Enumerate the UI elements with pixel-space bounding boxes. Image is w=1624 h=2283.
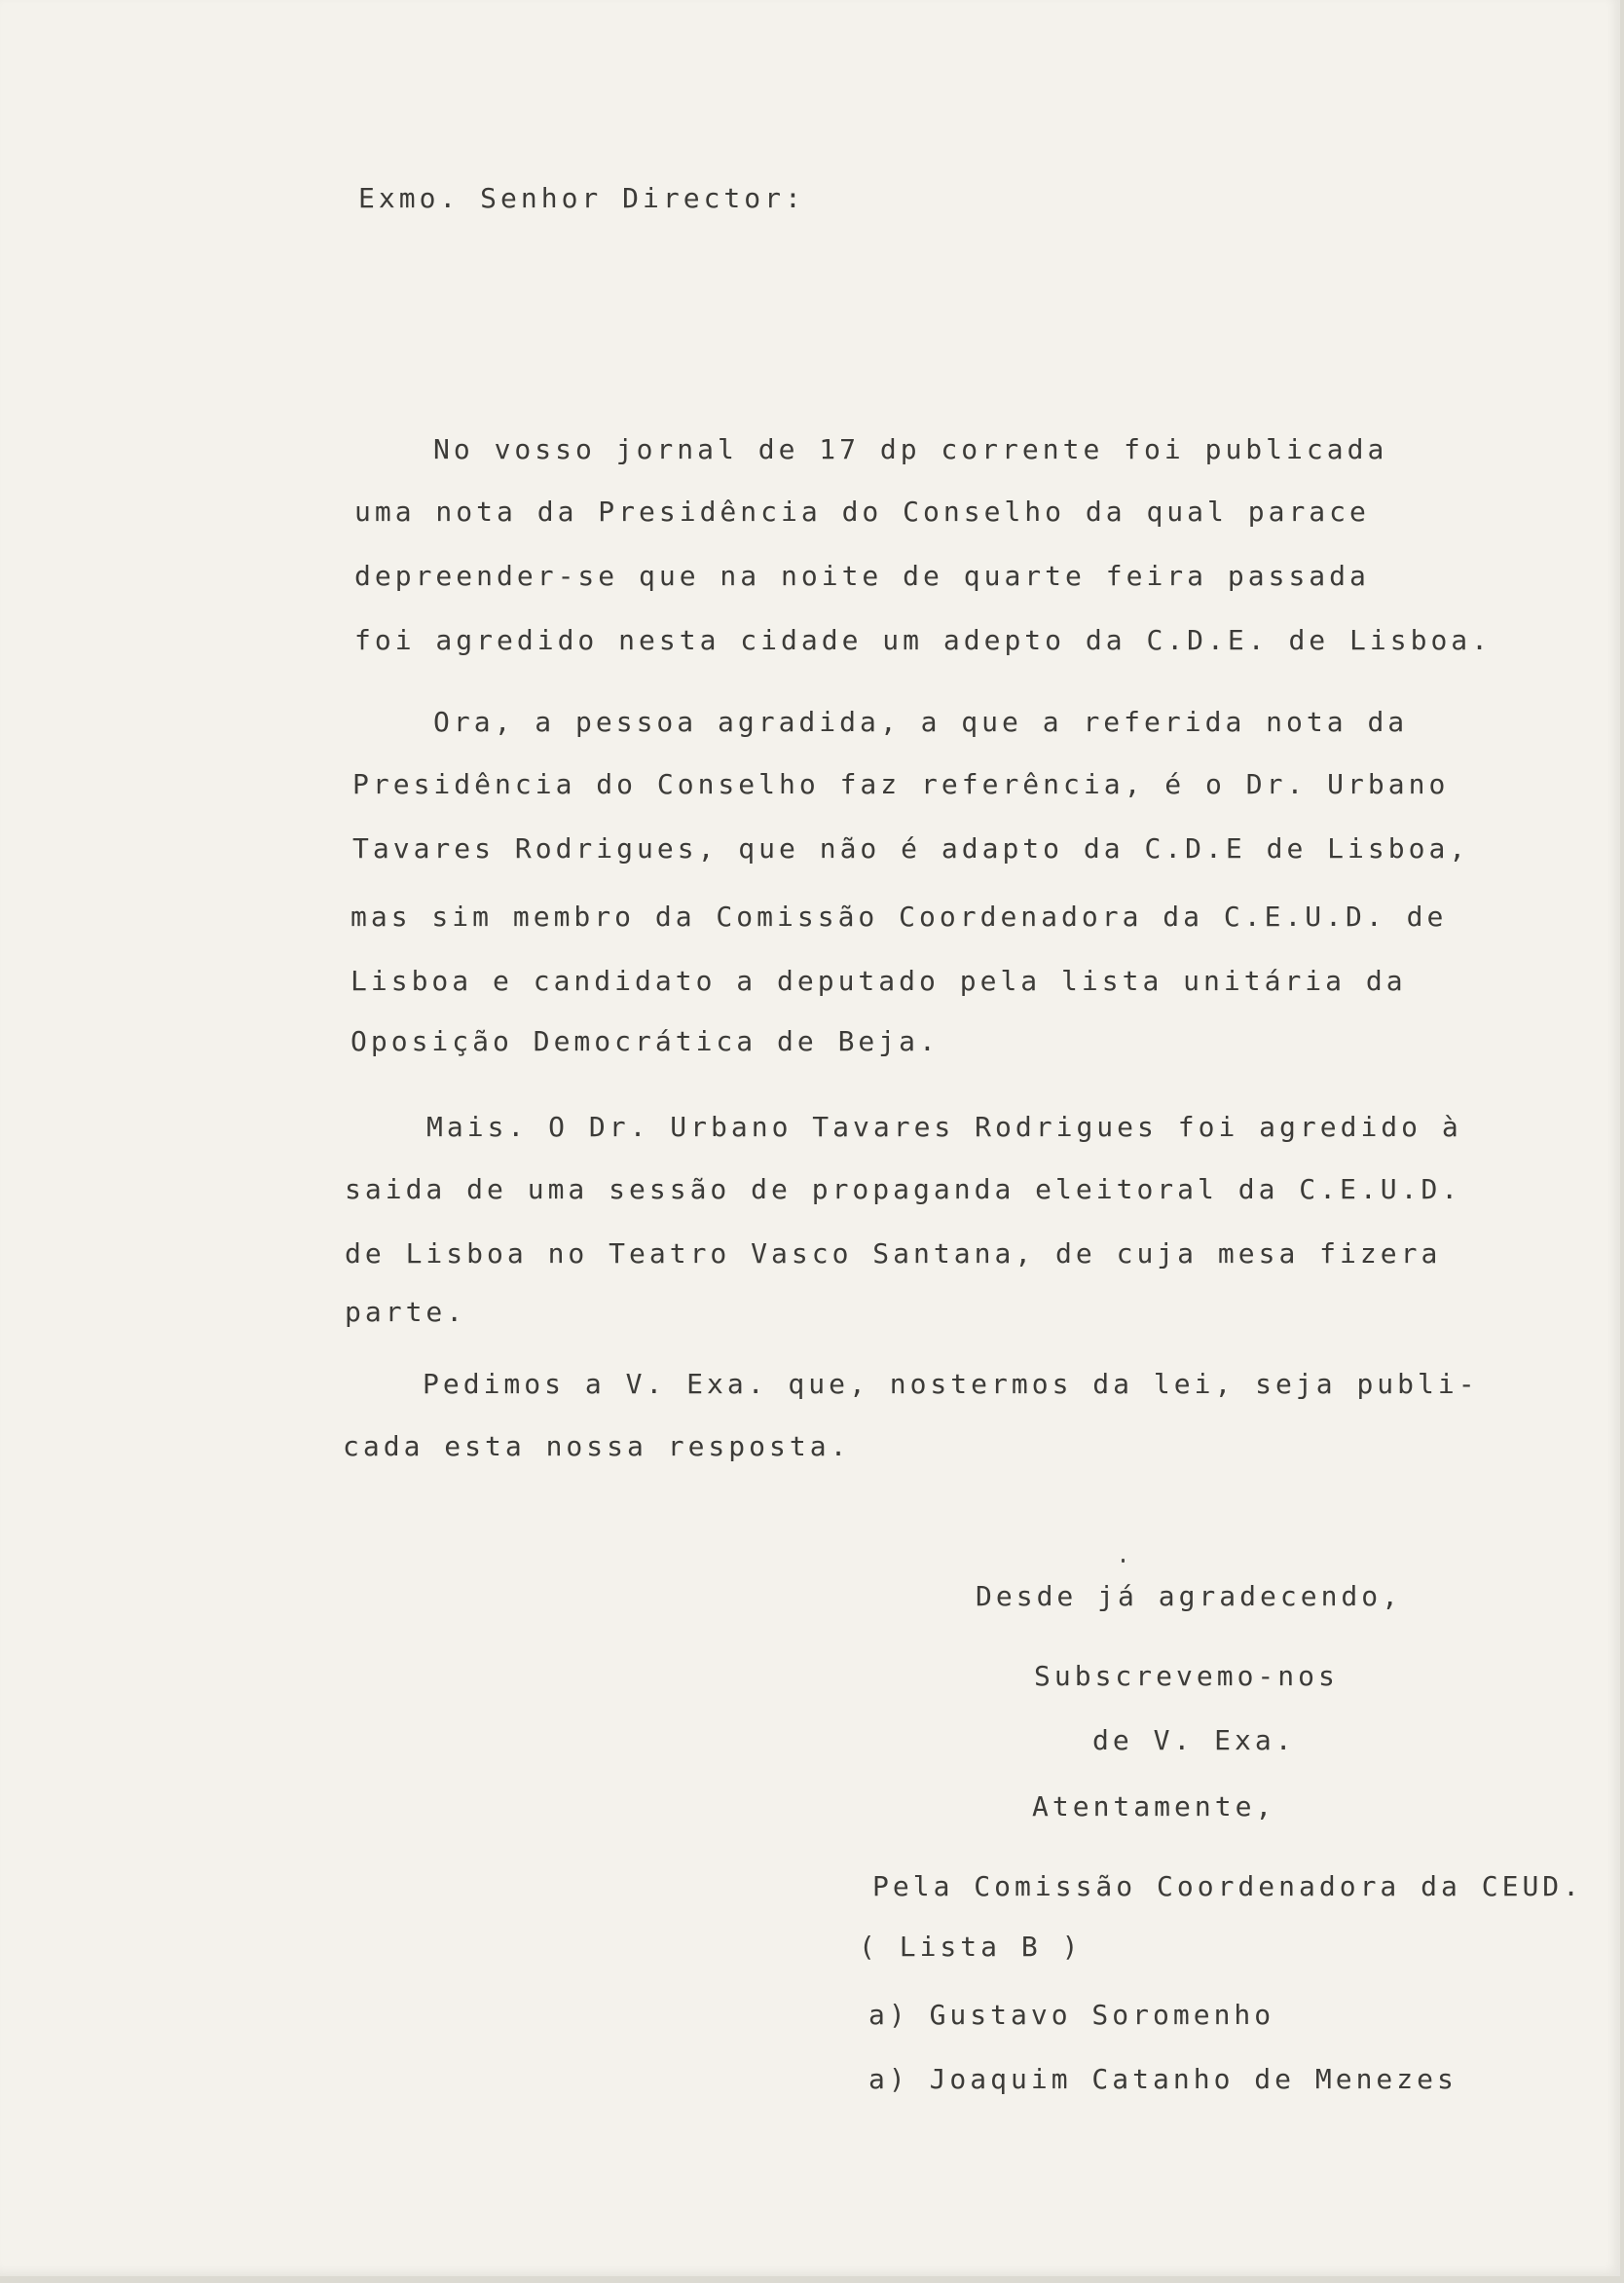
paragraph-line: Pedimos a V. Exa. que, nostermos da lei, seja publi- bbox=[423, 1368, 1479, 1400]
paragraph-line: Tavares Rodrigues, que não é adapto da C.D.E de Lisboa, bbox=[352, 832, 1470, 865]
paragraph-line: cada esta nossa resposta. bbox=[343, 1430, 851, 1462]
closing-line: Subscrevemo-nos bbox=[1034, 1660, 1339, 1692]
paragraph-line: uma nota da Presidência do Conselho da qual parace bbox=[354, 496, 1370, 528]
closing-line: Atentamente, bbox=[1032, 1790, 1276, 1823]
paragraph-line: foi agredido nesta cidade um adepto da C.D.E. de Lisboa. bbox=[354, 624, 1493, 656]
closing-line: Desde já agradecendo, bbox=[976, 1580, 1403, 1612]
paragraph-line: Mais. O Dr. Urbano Tavares Rodrigues foi agredido à bbox=[426, 1111, 1462, 1143]
list-designation: ( Lista B ) bbox=[859, 1931, 1083, 1963]
paragraph-line: saida de uma sessão de propaganda eleitoral da C.E.U.D. bbox=[345, 1173, 1462, 1205]
signatory-line: a) Joaquim Catanho de Menezes bbox=[868, 2063, 1458, 2095]
paragraph-line: depreender-se que na noite de quarte feira passada bbox=[354, 560, 1370, 592]
paragraph-line: de Lisboa no Teatro Vasco Santana, de cuja mesa fizera bbox=[345, 1237, 1442, 1270]
paragraph-line: Lisboa e candidato a deputado pela lista unitária da bbox=[351, 965, 1407, 997]
paragraph-line: Ora, a pessoa agradida, a que a referida nota da bbox=[433, 706, 1409, 738]
signatory-line: a) Gustavo Soromenho bbox=[868, 1999, 1275, 2031]
paragraph-line: No vosso jornal de 17 dp corrente foi publicada bbox=[433, 433, 1388, 465]
typing-speck bbox=[1122, 1559, 1125, 1563]
paragraph-line: parte. bbox=[345, 1296, 467, 1328]
paragraph-line: Presidência do Conselho faz referência, é o Dr. Urbano bbox=[352, 768, 1450, 800]
closing-line: de V. Exa. bbox=[1092, 1724, 1296, 1756]
salutation: Exmo. Senhor Director: bbox=[358, 182, 805, 214]
organization-line: Pela Comissão Coordenadora da CEUD. bbox=[872, 1870, 1584, 1902]
paragraph-line: mas sim membro da Comissão Coordenadora da C.E.U.D. de bbox=[351, 901, 1448, 933]
paragraph-line: Oposição Democrática de Beja. bbox=[351, 1025, 940, 1057]
